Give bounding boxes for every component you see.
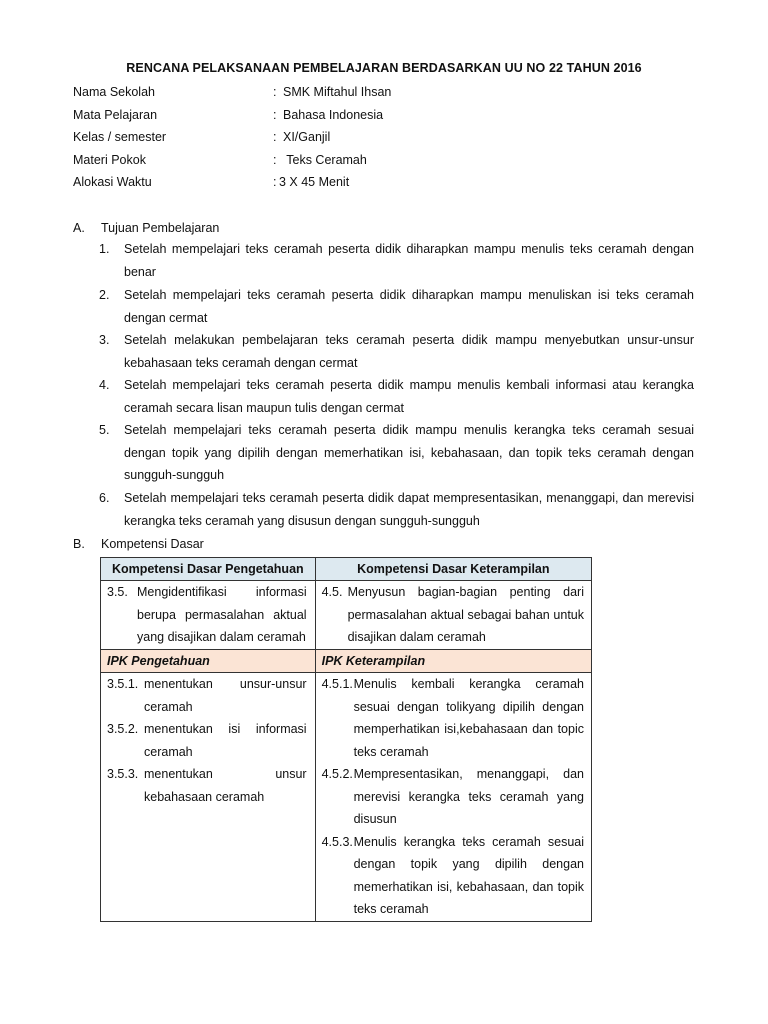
identity-value: SMK Miftahul Ihsan — [283, 85, 392, 99]
list-number: 3.5.3. — [107, 767, 139, 781]
list-number: 2. — [99, 288, 110, 302]
list-text: Mempresentasikan, menanggapi, dan merevisi kerangka teks ceramah yang disusun — [353, 767, 584, 826]
document-title: RENCANA PELAKSANAAN PEMBELAJARAN BERDASARKAN UU NO 22 TAHUN 2016 — [126, 61, 642, 75]
list-text: menentukan unsur kebahasaan ceramah — [144, 767, 307, 804]
kd-knowledge-cell — [101, 581, 316, 650]
list-number: 1. — [99, 242, 110, 256]
list-number: 4.5. — [321, 585, 343, 599]
identity-value: XI/Ganjil — [283, 130, 331, 144]
section-title: Kompetensi Dasar — [101, 537, 204, 551]
identity-colon: : — [273, 85, 277, 99]
identity-label: Nama Sekolah — [73, 85, 155, 99]
identity-value: Teks Ceramah — [283, 153, 367, 167]
competency-table — [100, 557, 592, 922]
list-item — [107, 718, 307, 763]
list-number: 4.5.2. — [321, 767, 353, 781]
identity-colon: : — [273, 130, 277, 144]
section-letter: B. — [73, 537, 85, 551]
identity-label: Kelas / semester — [73, 130, 167, 144]
list-item — [322, 581, 584, 649]
list-text: Menyusun bagian-bagian penting dari permasalahan aktual sebagai bahan untuk disajikan dalam ceramah — [347, 585, 584, 644]
list-text: Setelah mempelajari teks ceramah peserta didik mampu menulis kerangka teks ceramah sesuai dengan topik yang dipilih dengan memerhatikan isi, kebahasaan, dan topik teks ceramah dengan sungguh-sungguh — [124, 423, 694, 482]
list-number: 3.5.1. — [107, 677, 139, 691]
header-kd-knowledge: Kompetensi Dasar Pengetahuan — [101, 558, 316, 581]
section-title: Tujuan Pembelajaran — [101, 221, 220, 235]
list-number: 3.5.2. — [107, 722, 139, 736]
list-item — [322, 673, 584, 763]
list-number: 6. — [99, 491, 110, 505]
identity-colon: : — [273, 153, 277, 167]
list-text: Setelah mempelajari teks ceramah peserta didik dapat mempresentasikan, menanggapi, dan merevisi kerangka teks ceramah yang disusun dengan sungguh-sungguh — [124, 491, 694, 528]
identity-label: Alokasi Waktu — [73, 175, 152, 189]
identity-colon: : — [273, 108, 277, 122]
list-item — [107, 581, 307, 649]
ipk-header-row — [101, 650, 592, 673]
ipk-knowledge-cell — [101, 673, 316, 922]
table-row — [101, 673, 592, 922]
ipk-skill-label: IPK Keterampilan — [315, 650, 591, 673]
list-text: menentukan unsur-unsur ceramah — [144, 677, 307, 714]
list-number: 4.5.1. — [321, 677, 353, 691]
list-item — [107, 673, 307, 718]
table-row — [101, 581, 592, 650]
list-text: menentukan isi informasi ceramah — [144, 722, 307, 759]
list-text: Menulis kembali kerangka ceramah sesuai dengan tolikyang dipilih dengan memperhatikan isi,kebahasaan dan topic teks ceramah — [353, 677, 584, 759]
section-letter: A. — [73, 221, 85, 235]
list-text: Setelah mempelajari teks ceramah peserta didik diharapkan mampu menulis teks ceramah dengan benar — [124, 242, 694, 279]
identity-label: Materi Pokok — [73, 153, 146, 167]
list-text: Mengidentifikasi informasi berupa permasalahan aktual yang disajikan dalam ceramah — [137, 585, 307, 644]
list-item — [322, 831, 584, 921]
list-number: 3. — [99, 333, 110, 347]
identity-label: Mata Pelajaran — [73, 108, 158, 122]
ipk-skill-cell — [315, 673, 591, 922]
ipk-knowledge-label: IPK Pengetahuan — [101, 650, 316, 673]
identity-value: Bahasa Indonesia — [283, 108, 384, 122]
list-text: Setelah mempelajari teks ceramah peserta didik diharapkan mampu menuliskan isi teks ceramah dengan cermat — [124, 288, 694, 325]
table-header-row — [101, 558, 592, 581]
list-number: 4. — [99, 378, 110, 392]
list-text: Setelah mempelajari teks ceramah peserta didik mampu menulis kembali informasi atau kerangka ceramah secara lisan maupun tulis dengan cermat — [124, 378, 694, 415]
list-item — [322, 763, 584, 831]
list-number: 4.5.3. — [321, 834, 353, 849]
list-number: 5. — [99, 423, 110, 437]
identity-colon: : — [273, 175, 277, 189]
list-text: Setelah melakukan pembelajaran teks ceramah peserta didik mampu menyebutkan unsur-unsur kebahasaan teks ceramah dengan cermat — [124, 333, 694, 370]
header-kd-skill: Kompetensi Dasar Keterampilan — [315, 558, 591, 581]
list-number: 3.5. — [107, 585, 128, 599]
identity-value: 3 X 45 Menit — [279, 175, 350, 189]
list-item — [107, 763, 307, 808]
list-text: Menulis kerangka teks ceramah sesuai dengan topik yang dipilih dengan memerhatikan isi, kebahasaan, dan topik teks ceramah — [353, 834, 584, 916]
kd-skill-cell — [315, 581, 591, 650]
